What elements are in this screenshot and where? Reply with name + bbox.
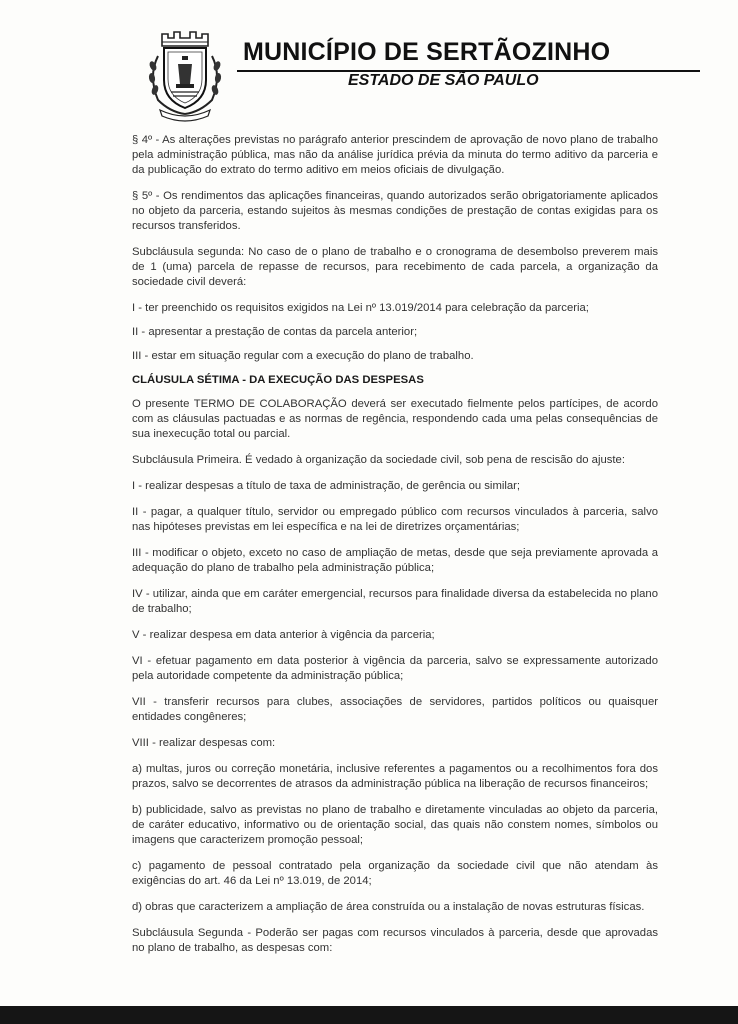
letterhead [140, 26, 700, 122]
prohibition-iv: IV - utilizar, ainda que em caráter emergencial, recursos para finalidade diversa da estabelecida no plano de trabalho; [132, 588, 658, 615]
paragraph-5: § 5º - Os rendimentos das aplicações financeiras, quando autorizados serão obrigatoriamente aplicados no objeto da parceria, estando sujeitos às mesmas condições de prestação de contas exigidas para os recursos transferidos. [132, 190, 658, 232]
expense-d: d) obras que caracterizem a ampliação de área construída ou a instalação de novas estruturas físicas. [132, 901, 645, 913]
expense-a: a) multas, juros ou correção monetária, inclusive referentes a pagamentos ou a recolhimentos fora dos prazos, salvo se decorrentes de atrasos da administração pública na liberação de recursos financeiros; [132, 763, 658, 790]
subclause-first: Subcláusula Primeira. É vedado à organização da sociedade civil, sob pena de rescisão do ajuste: [132, 454, 625, 466]
municipality-title: MUNICÍPIO DE SERTÃOZINHO [243, 38, 611, 66]
prohibition-iii: III - modificar o objeto, exceto no caso de ampliação de metas, desde que seja previamente aprovada a adequação do plano de trabalho pela administração pública; [132, 547, 658, 574]
prohibition-vii: VII - transferir recursos para clubes, associações de servidores, partidos políticos ou quaisquer entidades congêneres; [132, 696, 658, 723]
prohibition-viii: VIII - realizar despesas com: [132, 737, 276, 749]
subclause-second-expenses: Subcláusula Segunda - Poderão ser pagas com recursos vinculados à parceria, desde que aprovadas no plano de trabalho, as despesas com: [132, 927, 658, 954]
clause-seventh-heading: CLÁUSULA SÉTIMA - DA EXECUÇÃO DAS DESPESAS [132, 374, 424, 386]
subclause-second: Subcláusula segunda: No caso de o plano de trabalho e o cronograma de desembolso preverem mais de 1 (uma) parcela de repasse de recursos, para recebimento de cada parcela, a organização da sociedade civil deverá: [132, 246, 658, 288]
prohibition-v: V - realizar despesa em data anterior à vigência da parceria; [132, 629, 435, 641]
item-iii: III - estar em situação regular com a execução do plano de trabalho. [132, 350, 474, 362]
item-ii: II - apresentar a prestação de contas da parcela anterior; [132, 326, 418, 338]
item-i: I - ter preenchido os requisitos exigidos na Lei nº 13.019/2014 para celebração da parceria; [132, 302, 589, 314]
document-body [132, 133, 658, 967]
clause-seventh-intro: O presente TERMO DE COLABORAÇÃO deverá ser executado fielmente pelos partícipes, de acordo com as cláusulas pactuadas e as normas de regência, respondendo cada uma pelas consequências de sua inexecução total ou parcial. [132, 398, 658, 440]
state-subtitle: ESTADO DE SÃO PAULO [348, 72, 539, 89]
municipal-crest-icon [140, 26, 230, 122]
paragraph-4: § 4º - As alterações previstas no parágrafo anterior prescindem de aprovação de novo plano de trabalho pela administração pública, mas não da análise jurídica prévia da minuta do termo aditivo da parceria e da publicação do extrato do termo aditivo em meios oficiais de divulgação. [132, 134, 658, 176]
expense-b: b) publicidade, salvo as previstas no plano de trabalho e diretamente vinculadas ao objeto da parceria, de caráter educativo, informativo ou de orientação social, das quais não constem nomes, símbolos ou imagens que caracterizem promoção pessoal; [132, 804, 658, 846]
expense-c: c) pagamento de pessoal contratado pela organização da sociedade civil que não atendam às exigências do art. 46 da Lei nº 13.019, de 2014; [132, 860, 658, 887]
prohibition-vi: VI - efetuar pagamento em data posterior à vigência da parceria, salvo se expressamente autorizado pela autoridade competente da administração pública; [132, 655, 658, 682]
prohibition-ii: II - pagar, a qualquer título, servidor ou empregado público com recursos vinculados à parceria, salvo nas hipóteses previstas em lei específica e na lei de diretrizes orçamentárias; [132, 506, 658, 533]
scan-bottom-edge [0, 1006, 738, 1024]
prohibition-i: I - realizar despesas a título de taxa de administração, de gerência ou similar; [132, 480, 521, 492]
